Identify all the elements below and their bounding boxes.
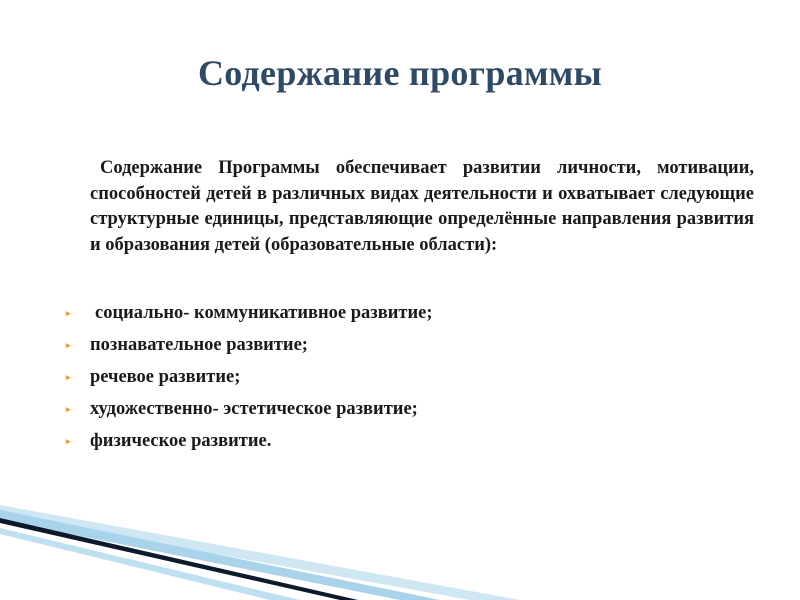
bullet-icon: ▸ [66, 340, 71, 350]
bullet-label: физическое развитие. [90, 431, 272, 451]
bullet-label: социально- коммуникативное развитие; [95, 303, 433, 323]
list-item [66, 332, 746, 364]
list-item [66, 300, 746, 332]
bullet-icon: ▸ [66, 308, 71, 318]
body-paragraph: Содержание Программы обеспечивает развитии личности, мотивации, способностей детей в различных видах деятельности и охватывает следующие структурные единицы, представляющие определённые направления развития и образования детей (образовательные области): [90, 158, 754, 255]
bullet-list [66, 300, 746, 460]
bullet-label: речевое развитие; [90, 367, 241, 387]
list-item [66, 428, 746, 460]
bullet-icon: ▸ [66, 404, 71, 414]
bullet-icon: ▸ [66, 436, 71, 446]
bullet-icon: ▸ [66, 372, 71, 382]
list-item [66, 396, 746, 428]
slide-title: Содержание программы [197, 53, 603, 93]
bullet-label: художественно- эстетическое развитие; [90, 399, 418, 419]
bullet-label: познавательное развитие; [90, 335, 308, 355]
list-item [66, 364, 746, 396]
